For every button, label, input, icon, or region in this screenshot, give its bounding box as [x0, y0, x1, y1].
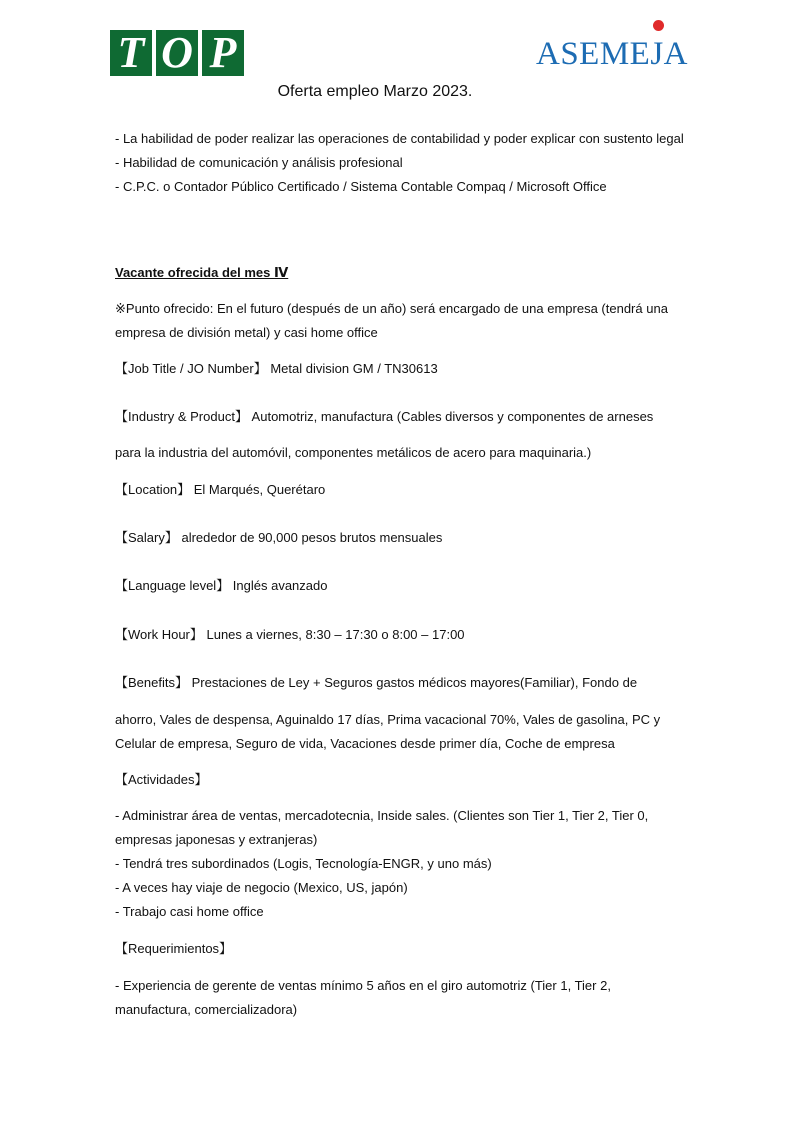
benefits-line-2: ahorro, Vales de despensa, Aguinaldo 17 días, Prima vacacional 70%, Vales de gasolina, PC y Celular de empresa, Seguro de vida, Vacaciones desde primer día, Coche de empresa	[115, 712, 661, 751]
industry-row-2	[115, 441, 685, 465]
section-heading: Vacante ofrecida del mes Ⅳ	[115, 265, 289, 280]
location-row	[115, 478, 685, 502]
intro-line: - La habilidad de poder realizar las operaciones de contabilidad y poder explicar con sustento legal	[115, 131, 684, 146]
intro-list	[115, 127, 685, 199]
page-title: Oferta empleo Marzo 2023.	[277, 83, 473, 100]
location: 【Location】 El Marqués, Querétaro	[115, 482, 326, 497]
top-logo-letter-t: T	[110, 30, 152, 76]
list-item: - Experiencia de gerente de ventas mínimo 5 años en el giro automotriz (Tier 1, Tier 2, manufactura, comercializadora)	[115, 978, 611, 1017]
list-item: - Trabajo casi home office	[115, 904, 264, 919]
work-hour: 【Work Hour】 Lunes a viernes, 8:30 – 17:30 o 8:00 – 17:00	[115, 627, 465, 642]
actividades-heading-row	[115, 768, 685, 792]
job-title: 【Job Title / JO Number】 Metal division GM / TN30613	[115, 361, 438, 376]
actividades-list	[115, 804, 685, 924]
intro-line: - C.P.C. o Contador Público Certificado / Sistema Contable Compaq / Microsoft Office	[115, 179, 607, 194]
benefits-line-1: 【Benefits】 Prestaciones de Ley + Seguros gastos médicos mayores(Familiar), Fondo de	[115, 675, 638, 690]
intro-line: - Habilidad de comunicación y análisis profesional	[115, 155, 403, 170]
vacancy-punto	[115, 297, 685, 345]
asemeja-logo	[536, 20, 689, 78]
actividades-heading: 【Actividades】	[115, 772, 208, 787]
asemeja-logo-text: ASEMEJA	[536, 36, 689, 72]
salary-row	[115, 526, 685, 550]
industry-row	[115, 405, 685, 429]
job-title-row	[115, 357, 685, 381]
language-row	[115, 574, 685, 598]
vacancy-heading	[115, 261, 685, 285]
list-item: - Tendrá tres subordinados (Logis, Tecnología-ENGR, y uno más)	[115, 856, 492, 871]
top-logo-letter-p: P	[202, 30, 244, 76]
industry-line-1: 【Industry & Product】 Automotriz, manufactura (Cables diversos y componentes de arneses	[115, 409, 654, 424]
industry-line-2: para la industria del automóvil, componentes metálicos de acero para maquinaria.)	[115, 445, 592, 460]
benefits-row	[115, 671, 685, 695]
salary: 【Salary】 alrededor de 90,000 pesos brutos mensuales	[115, 530, 443, 545]
top-logo-letter-o: O	[156, 30, 198, 76]
asemeja-logo-dot-icon	[653, 20, 664, 31]
benefits-row-2	[115, 708, 685, 756]
list-item: - A veces hay viaje de negocio (Mexico, US, japón)	[115, 880, 408, 895]
requerimientos-heading: 【Requerimientos】	[115, 941, 233, 956]
top-logo	[110, 30, 244, 76]
work-hour-row	[115, 623, 685, 647]
punto-ofrecido: ※Punto ofrecido: En el futuro (después de un año) será encargado de una empresa (tendrá una empresa de división metal) y casi home office	[115, 301, 668, 340]
list-item: - Administrar área de ventas, mercadotecnia, Inside sales. (Clientes son Tier 1, Tier 2, Tier 0, empresas japonesas y extranjeras)	[115, 808, 649, 847]
language-level: 【Language level】 Inglés avanzado	[115, 578, 328, 593]
requerimientos-heading-row	[115, 937, 685, 961]
requerimientos-list	[115, 974, 685, 1022]
